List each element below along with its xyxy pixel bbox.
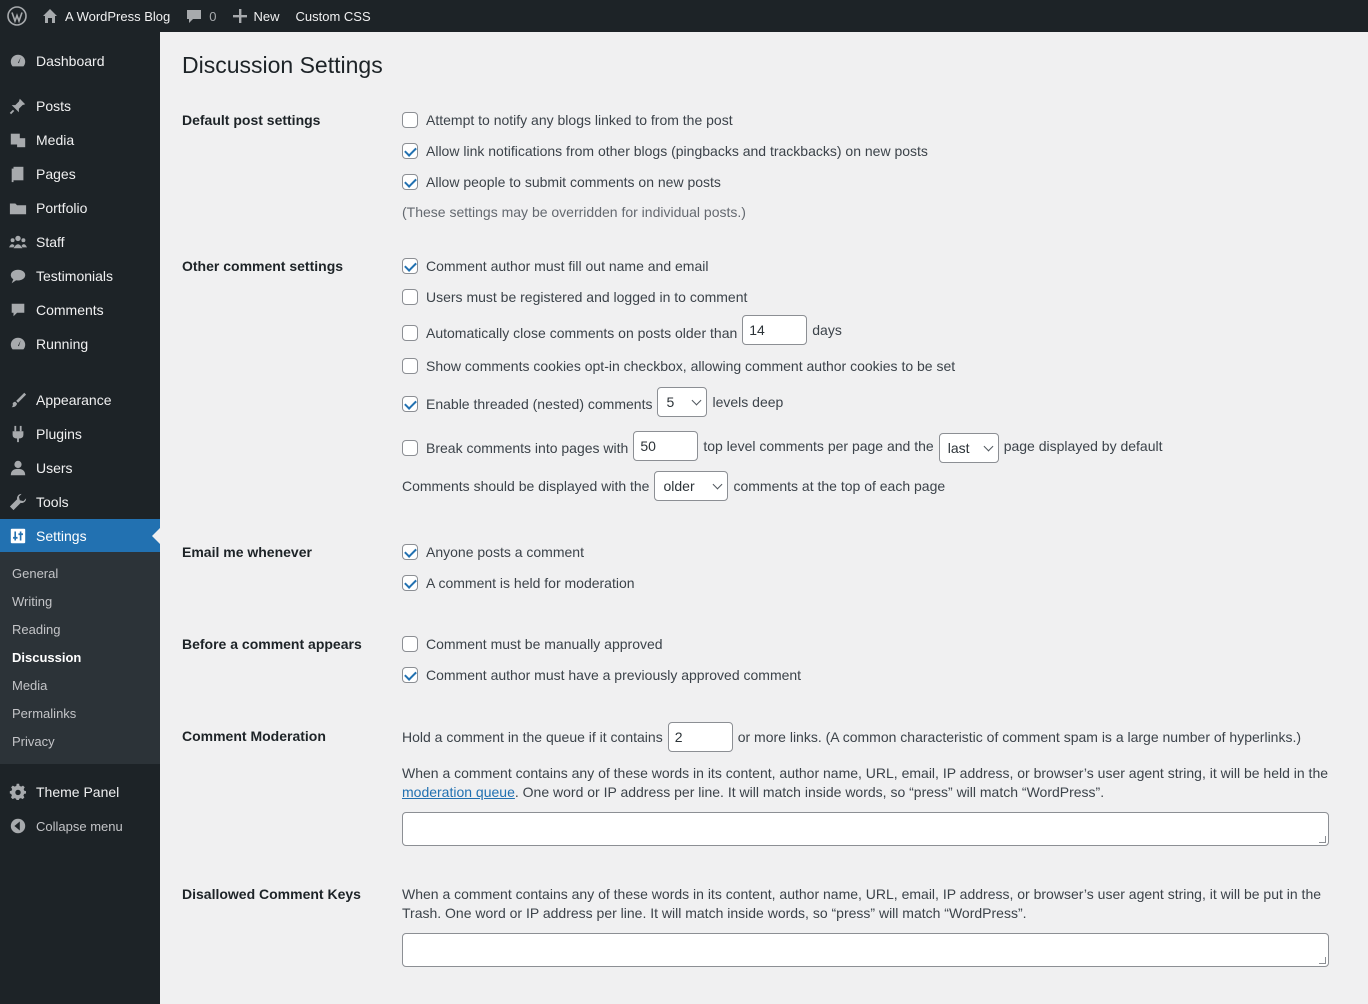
option-label: Comment author must have a previously approved comment (426, 667, 802, 683)
wordpress-logo-icon[interactable] (0, 0, 34, 32)
menu-label: Users (36, 460, 73, 476)
email-anyone-posts-checkbox[interactable] (402, 544, 418, 560)
registered-users-option[interactable] (402, 289, 747, 305)
notify-blogs-option[interactable] (402, 112, 733, 128)
wrench-icon (0, 493, 36, 511)
disallowed-keys-textarea[interactable] (402, 933, 1329, 967)
max-links-input[interactable] (668, 722, 733, 752)
option-label: Allow people to submit comments on new posts (426, 174, 721, 190)
moderation-keys-textarea[interactable] (402, 812, 1329, 846)
folder-icon (0, 199, 36, 217)
select-value: older (663, 478, 695, 494)
select-value: 5 (666, 394, 675, 410)
email-held-moderation-option[interactable] (402, 575, 635, 591)
thread-depth-select[interactable] (657, 387, 707, 417)
allow-comments-option[interactable] (402, 174, 721, 190)
menu-label: Media (36, 132, 75, 148)
before-comment-appears-label: Before a comment appears (182, 636, 362, 652)
menu-testimonials[interactable] (0, 259, 160, 293)
chevron-down-icon (713, 479, 723, 489)
option-label: Attempt to notify any blogs linked to from the post (426, 112, 733, 128)
moderation-queue-link[interactable]: moderation queue (402, 784, 515, 800)
pingbacks-option[interactable] (402, 143, 928, 159)
settings-submenu (0, 552, 160, 764)
submenu-general[interactable]: General (12, 566, 59, 581)
option-label: days (812, 322, 842, 338)
submenu-reading[interactable]: Reading (12, 622, 61, 637)
paintbrush-icon (0, 391, 36, 409)
menu-label: Appearance (36, 392, 112, 408)
option-label: Comments should be displayed with the (402, 478, 650, 494)
collapse-menu-button[interactable] (0, 809, 160, 843)
page-title: Discussion Settings (182, 52, 383, 78)
registered-users-checkbox[interactable] (402, 289, 418, 305)
comment-icon (0, 301, 36, 319)
menu-label: Staff (36, 234, 65, 250)
default-post-settings-label: Default post settings (182, 112, 321, 128)
disallowed-description: When a comment contains any of these words in its content, author name, URL, email, IP address, or browser’s user agent string, it will be put in the Trash. One word or IP address per line. It will match inside words, so “press” will match “WordPress”. (402, 886, 1322, 921)
cookies-optin-checkbox[interactable] (402, 358, 418, 374)
comments-per-page-input[interactable] (633, 431, 698, 461)
comments-link[interactable] (178, 0, 224, 32)
option-label: Break comments into pages with (426, 440, 629, 456)
site-name-link[interactable] (34, 0, 178, 32)
menu-label: Posts (36, 98, 72, 114)
other-comment-settings-label: Other comment settings (182, 258, 344, 274)
custom-css-link[interactable] (288, 0, 379, 32)
admin-bar (0, 0, 1368, 32)
description-text: When a comment contains any of these words in its content, author name, URL, email, IP address, or browser’s user agent string, it will be held in the (402, 765, 1329, 781)
option-label: Comment must be manually approved (426, 636, 663, 652)
menu-pages[interactable] (0, 157, 160, 191)
user-icon (0, 459, 36, 477)
menu-appearance[interactable] (0, 383, 160, 417)
option-label: Automatically close comments on posts older than (426, 325, 738, 341)
submenu-permalinks[interactable]: Permalinks (12, 706, 77, 721)
close-days-input[interactable] (742, 315, 807, 345)
default-page-select[interactable] (939, 433, 999, 463)
option-label: Comment author must fill out name and email (426, 258, 709, 274)
disallowed-keys-label: Disallowed Comment Keys (182, 886, 361, 902)
menu-label: Running (36, 336, 89, 352)
comment-order-select[interactable] (654, 471, 728, 501)
menu-label: Theme Panel (36, 784, 120, 800)
threaded-comments-option (402, 387, 783, 417)
home-icon (42, 8, 58, 24)
menu-label: Portfolio (36, 200, 88, 216)
menu-staff[interactable] (0, 225, 160, 259)
pingbacks-checkbox[interactable] (402, 143, 418, 159)
paged-comments-checkbox[interactable] (402, 440, 418, 456)
option-label: Hold a comment in the queue if it contains (402, 729, 663, 745)
email-held-moderation-checkbox[interactable] (402, 575, 418, 591)
option-label: or more links. (A common characteristic of comment spam is a large number of hyperlinks.) (737, 729, 1302, 745)
comments-count: 0 (209, 8, 217, 24)
submenu-media[interactable]: Media (12, 678, 48, 693)
manual-approval-checkbox[interactable] (402, 636, 418, 652)
resize-handle-icon[interactable] (1319, 836, 1326, 843)
chevron-down-icon (983, 441, 993, 451)
paged-comments-option (402, 429, 1163, 463)
option-label: top level comments per page and the (703, 438, 934, 454)
menu-label: Tools (36, 494, 69, 510)
email-anyone-posts-option[interactable] (402, 544, 584, 560)
previously-approved-option[interactable] (402, 667, 801, 683)
require-name-email-checkbox[interactable] (402, 258, 418, 274)
option-label: levels deep (712, 394, 784, 410)
menu-settings[interactable] (0, 519, 160, 553)
site-name: A WordPress Blog (65, 8, 171, 24)
submenu-privacy[interactable]: Privacy (12, 734, 55, 749)
admin-sidebar (0, 32, 160, 1004)
comment-bubble-icon (186, 8, 202, 24)
main-content (160, 32, 1368, 1004)
auto-close-option (402, 315, 842, 345)
menu-comments[interactable] (0, 293, 160, 327)
allow-comments-checkbox[interactable] (402, 174, 418, 190)
speech-bubble-icon (0, 267, 36, 285)
media-icon (0, 131, 36, 149)
comment-moderation-label: Comment Moderation (182, 728, 326, 744)
collapse-label: Collapse menu (36, 818, 123, 834)
menu-label: Comments (36, 302, 104, 318)
menu-running[interactable] (0, 327, 160, 361)
gear-icon (0, 783, 36, 801)
auto-close-checkbox[interactable] (402, 325, 418, 341)
option-label: Show comments cookies opt-in checkbox, allowing comment author cookies to be set (426, 358, 956, 374)
new-content-link[interactable] (225, 0, 288, 32)
submenu-discussion[interactable]: Discussion (12, 650, 82, 665)
cookies-optin-option[interactable] (402, 358, 955, 374)
menu-plugins[interactable] (0, 417, 160, 451)
manual-approval-option[interactable] (402, 636, 663, 652)
collapse-arrow-icon (0, 817, 36, 835)
option-label: Enable threaded (nested) comments (426, 396, 653, 412)
option-label: comments at the top of each page (733, 478, 946, 494)
menu-media[interactable] (0, 123, 160, 157)
new-label: New (253, 8, 280, 24)
hold-links-option (402, 722, 1301, 752)
menu-label: Settings (36, 528, 87, 544)
submenu-writing[interactable]: Writing (12, 594, 53, 609)
menu-posts[interactable] (0, 89, 160, 123)
menu-users[interactable] (0, 451, 160, 485)
option-label: page displayed by default (1003, 438, 1163, 454)
dashboard-icon (0, 335, 36, 353)
resize-handle-icon[interactable] (1319, 957, 1326, 964)
comment-order-option (402, 471, 945, 501)
description-text: . One word or IP address per line. It will match inside words, so “press” will match “WordPress”. (514, 784, 1105, 800)
menu-label: Pages (36, 166, 76, 182)
plus-icon (233, 9, 247, 23)
pages-icon (0, 165, 36, 183)
menu-portfolio[interactable] (0, 191, 160, 225)
option-label: Anyone posts a comment (426, 544, 584, 560)
settings-icon (0, 527, 36, 545)
option-label: A comment is held for moderation (426, 575, 635, 591)
option-label: Users must be registered and logged in to comment (426, 289, 748, 305)
menu-label: Testimonials (36, 268, 114, 284)
moderation-description (402, 764, 1342, 802)
previously-approved-checkbox[interactable] (402, 667, 418, 683)
email-me-label: Email me whenever (182, 544, 312, 560)
select-value: last (947, 440, 970, 456)
pin-icon (0, 97, 36, 115)
custom-css-label: Custom CSS (295, 8, 371, 24)
menu-tools[interactable] (0, 485, 160, 519)
plugin-icon (0, 425, 36, 443)
menu-label: Plugins (36, 426, 82, 442)
chevron-down-icon (692, 395, 702, 405)
threaded-comments-checkbox[interactable] (402, 396, 418, 412)
menu-theme-panel[interactable] (0, 775, 160, 809)
menu-label: Dashboard (36, 53, 105, 69)
menu-dashboard[interactable] (0, 44, 160, 78)
require-name-email-option[interactable] (402, 258, 708, 274)
groups-icon (0, 233, 36, 251)
override-note: (These settings may be overridden for individual posts.) (402, 204, 746, 220)
dashboard-icon (0, 52, 36, 70)
notify-blogs-checkbox[interactable] (402, 112, 418, 128)
option-label: Allow link notifications from other blogs (pingbacks and trackbacks) on new posts (426, 143, 928, 159)
